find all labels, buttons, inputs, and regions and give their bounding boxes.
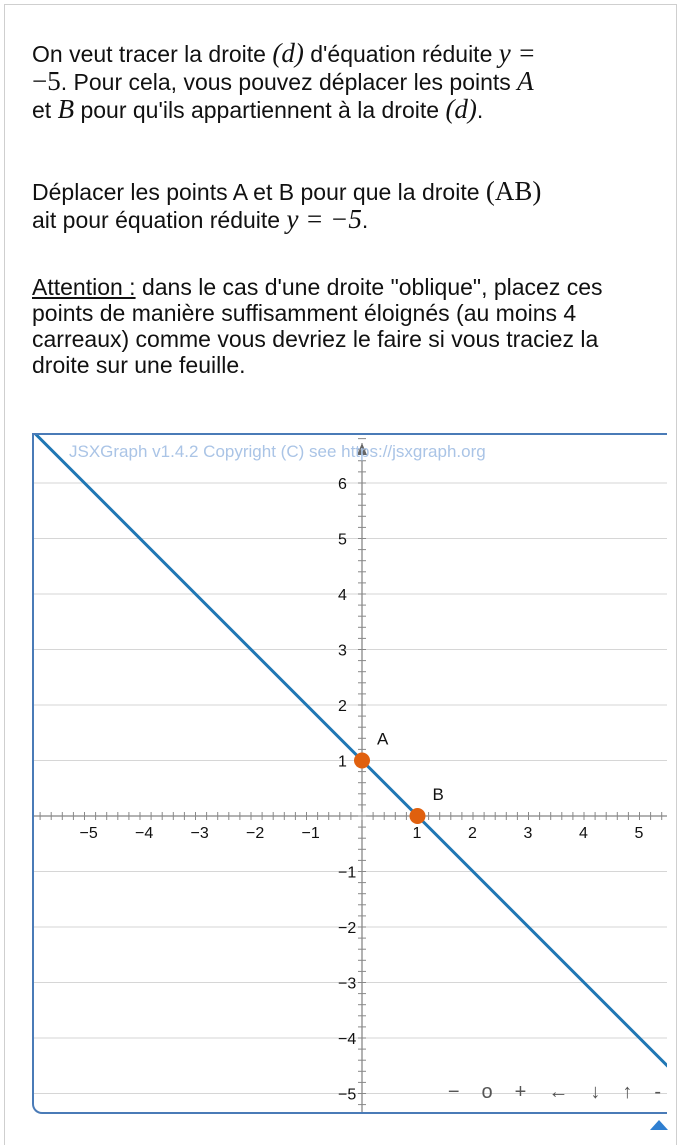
x-tick-label: −4 <box>135 825 154 842</box>
x-tick-label: 5 <box>634 825 644 842</box>
instruction-paragraph-3 <box>32 274 642 378</box>
zoom-out-button[interactable]: − <box>447 1081 460 1103</box>
y-tick-label: −5 <box>338 1086 357 1104</box>
math-AB: (AB) <box>485 176 542 206</box>
math-equation: y = −5 <box>286 204 362 234</box>
point-B[interactable] <box>410 808 426 824</box>
y-tick-label: −4 <box>338 1031 357 1048</box>
x-tick-label: 3 <box>523 825 533 842</box>
instruction-paragraph-2 <box>32 178 642 234</box>
math-y: y = <box>498 38 536 68</box>
y-tick-label: −3 <box>338 975 357 993</box>
pan-right-button[interactable]: - <box>654 1081 661 1103</box>
watermark: JSXGraph v1.4.2 Copyright (C) see https://jsxgraph.org <box>69 442 486 461</box>
pan-up-button[interactable]: ↑ <box>622 1081 633 1103</box>
math-minus-5: −5 <box>32 66 61 96</box>
instruction-paragraph-1 <box>32 40 642 124</box>
y-tick-label: 6 <box>338 476 347 493</box>
text: ait pour équation réduite <box>32 207 287 233</box>
math-d: (d) <box>445 94 477 124</box>
x-tick-label: 4 <box>579 825 588 842</box>
y-tick-label: 5 <box>338 531 347 549</box>
math-d: (d) <box>272 38 304 68</box>
math-B: B <box>57 94 75 124</box>
y-tick-label: −2 <box>338 920 357 937</box>
y-tick-label: 2 <box>338 698 347 715</box>
y-tick-label: 3 <box>338 642 347 660</box>
graph-canvas[interactable] <box>34 435 667 1112</box>
board-navigation <box>448 1081 661 1104</box>
text: . <box>361 207 369 233</box>
x-tick-label: −1 <box>301 825 320 842</box>
math-A: A <box>517 66 534 96</box>
zoom-in-button[interactable]: + <box>514 1081 527 1103</box>
text: dans le cas d'une droite "oblique", placez ces points de manière suffisamment éloignés (au moins 4 carreaux) comme vous devriez le faire si vous traciez la droite sur une feuille. <box>32 274 603 378</box>
attention-label: Attention : <box>32 274 136 300</box>
jsxgraph-board[interactable] <box>32 433 667 1114</box>
pan-down-button[interactable]: ↓ <box>590 1081 601 1103</box>
x-tick-label: −2 <box>246 825 265 842</box>
x-tick-label: 2 <box>468 825 477 842</box>
point-A[interactable] <box>354 753 370 769</box>
text: On veut tracer la droite <box>32 41 273 67</box>
y-tick-label: −1 <box>338 864 357 882</box>
line-AB <box>34 435 667 1112</box>
text: . Pour cela, vous pouvez déplacer les points <box>60 69 518 95</box>
y-tick-label: 1 <box>338 753 347 771</box>
point-label-A: A <box>377 729 389 749</box>
text: Déplacer les points A et B pour que la droite <box>32 179 486 205</box>
zoom-reset-button[interactable]: o <box>481 1081 493 1103</box>
point-label-B: B <box>432 785 444 804</box>
text: . <box>476 97 484 123</box>
scroll-up-icon[interactable] <box>650 1120 668 1130</box>
text: et <box>32 97 58 123</box>
text: d'équation réduite <box>303 41 499 67</box>
x-tick-label: −5 <box>79 825 98 842</box>
x-tick-label: 1 <box>412 825 422 842</box>
x-tick-label: −3 <box>190 825 209 842</box>
text: pour qu'ils appartiennent à la droite <box>74 97 446 123</box>
y-tick-label: 4 <box>338 587 347 604</box>
pan-left-button[interactable]: ← <box>548 1081 569 1103</box>
